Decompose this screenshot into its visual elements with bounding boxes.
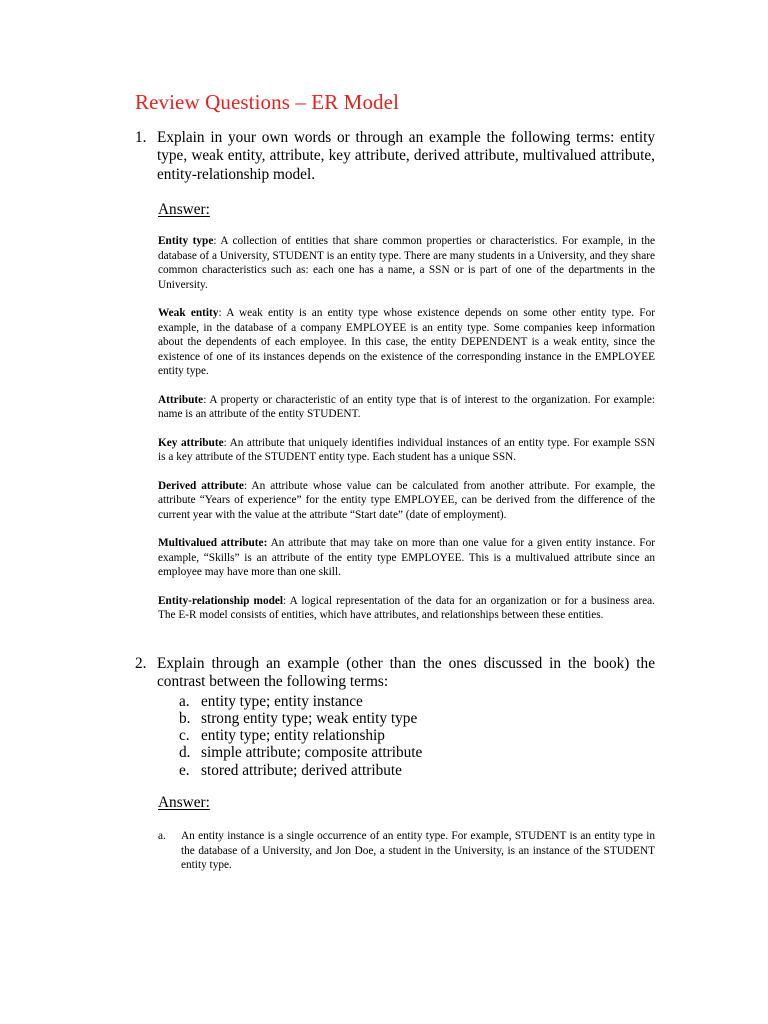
question-1-number: 1. [135,129,147,146]
page-title: Review Questions – ER Model [135,90,400,114]
definition-text: A property or characteristic of an entity type that is of interest to the organization. For example: name is an attribute of the entity STUDENT. [158,393,655,420]
definition-term: Derived attribute [158,479,244,492]
definition-text: A weak entity is an entity type whose existence depends on some other entity type. For example, in the database of a company EMPLOYEE is an entity type. Some companies keep information about the dependents of each employee. In this case, the entity DEPENDENT is a weak entity, since the existence of one of its instances depends on the existence of the corresponding instance in the EMPLOYEE entity type. [158,307,655,377]
definition-text: A logical representation of the data for an organization or for a business area. The E-R model consists of entities, which have attributes, and relationships between these entities. [158,594,655,621]
definition-weak-entity: Weak entity: A weak entity is an entity type whose existence depends on some other entity type. For example, in the database of a company EMPLOYEE is an entity type. Some companies keep information about the dependents of each employee. In this case, the entity DEPENDENT is a weak entity, since the existence of one of its instances depends on the existence of the corresponding instance in the EMPLOYEE entity type. [158,307,655,377]
definition-text: A collection of entities that share common properties or characteristics. For example, in the database of a University, STUDENT is an entity type. There are many students in a University, and they share common characteristics such as: each one has a name, a SSN or is part of one of the departments in the University. [158,235,655,291]
definitions-list [158,234,655,637]
list-item: e. stored attribute; derived attribute [179,761,402,779]
question-1-answer-label: Answer: [158,201,210,218]
definition-term: Multivalued attribute: [158,537,268,549]
definition-key-attribute: Key attribute: An attribute that uniquely identifies individual instances of an entity type. For example SSN is a key attribute of the STUDENT entity type. Each student has a unique SSN. [158,436,655,463]
definition-term: Weak entity [158,307,219,319]
definition-text: An attribute that uniquely identifies individual instances of an entity type. For example SSN is a key attribute of the STUDENT entity type. Each student has a unique SSN. [158,436,655,463]
answer-text: An entity instance is a single occurrence of an entity type. For example, STUDENT is an entity type in the database of a University, and Jon Doe, a student in the University, is an instance of the STUDENT entity type. [181,830,655,871]
definition-attribute: Attribute: A property or characteristic of an entity type that is of interest to the organization. For example: name is an attribute of the entity STUDENT. [158,393,655,420]
list-item: b. strong entity type; weak entity type [179,709,418,727]
definition-entity-type: Entity type: A collection of entities that share common properties or characteristics. For example, in the database of a University, STUDENT is an entity type. There are many students in a University, and they share common characteristics such as: each one has a name, a SSN or is part of one of the departments in the University. [158,235,655,291]
question-2-answer-label: Answer: [158,794,210,811]
question-2-answer-a [158,829,655,873]
definition-term: Key attribute [158,436,224,449]
question-2-number: 2. [135,655,147,672]
definition-er-model: Entity-relationship model: A logical representation of the data for an organization or for a business area. The E-R model consists of entities, which have attributes, and relationships between these entities. [158,594,655,621]
definition-term: Entity type [158,235,214,247]
question-2 [135,655,655,779]
definition-multivalued-attribute [158,536,655,580]
answer-letter: a. [158,830,166,842]
list-item: a. entity type; entity instance [179,692,363,710]
definition-term: Attribute [158,393,204,406]
definition-derived-attribute: Derived attribute: An attribute whose value can be calculated from another attribute. For example, the attribute “Years of experience” for the entity type EMPLOYEE, can be derived from the difference of the current year with the value at the attribute “Start date” (date of employment). [158,479,655,521]
question-1-text: Explain in your own words or through an example the following terms: entity type, weak entity, attribute, key attribute, derived attribute, multivalued attribute, entity-relationship model. [157,129,655,183]
definition-text: An attribute whose value can be calculated from another attribute. For example, the attribute “Years of experience” for the entity type EMPLOYEE, can be derived from the difference of the current year with the value at the attribute “Start date” (date of employment). [158,479,655,521]
question-1 [135,129,655,184]
question-2-sublist [179,693,655,779]
question-2-text: Explain through an example (other than the ones discussed in the book) the contrast between the following terms: [157,655,655,691]
definition-text: An attribute that may take on more than one value for a given entity instance. For example, “Skills” is an attribute of the entity type EMPLOYEE. This is a multivalued attribute since an employee may have more than one skill. [158,537,655,578]
definition-term: Entity-relationship model [158,594,284,607]
list-item: d. simple attribute; composite attribute [179,744,423,762]
list-item: c. entity type; entity relationship [179,727,385,745]
